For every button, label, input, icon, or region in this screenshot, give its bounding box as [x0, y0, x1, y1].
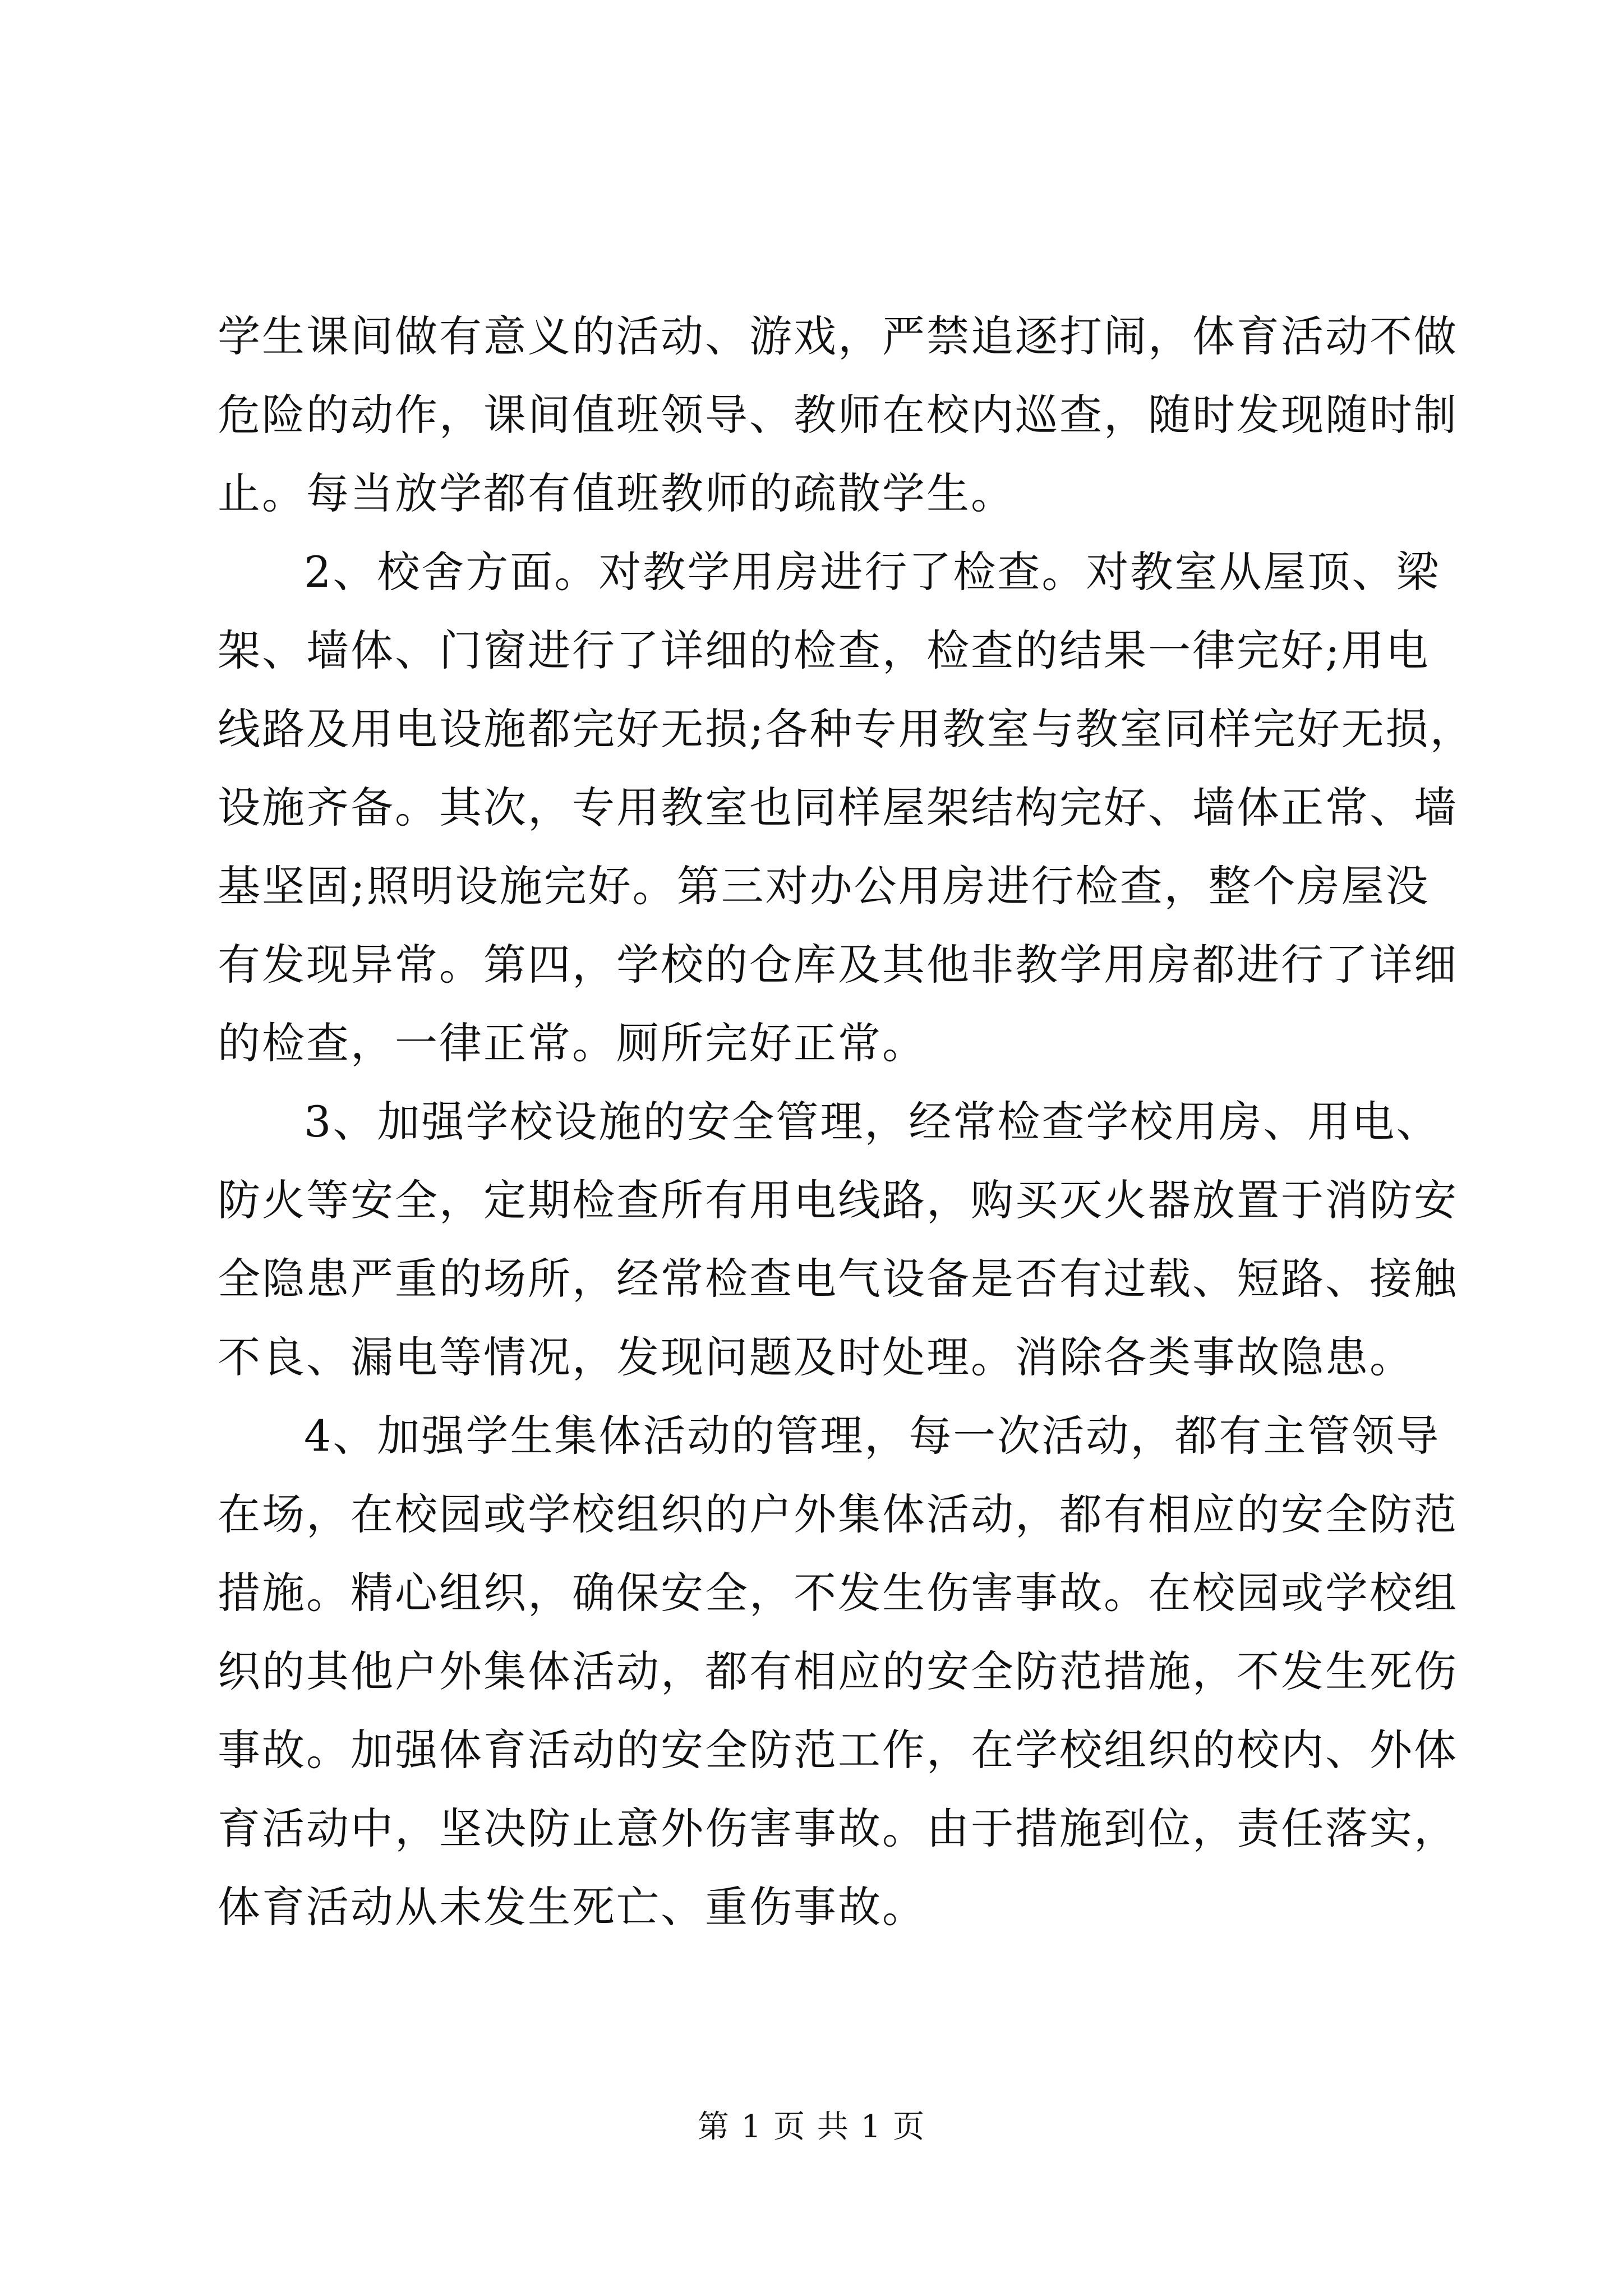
paragraph-3-line-1: 3、加强学校设施的安全管理，经常检查学校用房、用电、 — [304, 1097, 1441, 1147]
paragraph-4-line-2: 在场，在校园或学校组织的户外集体活动，都有相应的安全防范 — [218, 1489, 1458, 1539]
paragraph-3-line-2: 防火等安全，定期检查所有用电线路，购买灭火器放置于消防安 — [218, 1175, 1458, 1225]
paragraph-1-line-1: 学生课间做有意义的活动、游戏，严禁追逐打闹，体育活动不做 — [218, 311, 1458, 361]
paragraph-3-line-4: 不良、漏电等情况，发现问题及时处理。消除各类事故隐患。 — [218, 1332, 1414, 1382]
paragraph-4-line-3: 措施。精心组织，确保安全，不发生伤害事故。在校园或学校组 — [218, 1568, 1458, 1618]
paragraph-1-line-3: 止。每当放学都有值班教师的疏散学生。 — [218, 468, 1015, 518]
paragraph-3-line-3: 全隐患严重的场所，经常检查电气设备是否有过载、短路、接触 — [218, 1254, 1458, 1304]
paragraph-4-line-1: 4、加强学生集体活动的管理，每一次活动，都有主管领导 — [304, 1411, 1441, 1461]
paragraph-4-line-6: 育活动中，坚决防止意外伤害事故。由于措施到位，责任落实， — [218, 1803, 1458, 1853]
page-footer — [0, 2105, 1623, 2150]
paragraph-2-line-3: 线路及用电设施都完好无损;各种专用教室与教室同样完好无损， — [218, 704, 1474, 754]
paragraph-2-line-4: 设施齐备。其次，专用教室也同样屋架结构完好、墙体正常、墙 — [218, 783, 1458, 832]
paragraph-2-line-5: 基坚固;照明设施完好。第三对办公用房进行检查，整个房屋没 — [218, 861, 1430, 911]
paragraph-2-line-2: 架、墙体、门窗进行了详细的检查，检查的结果一律完好;用电 — [218, 625, 1430, 675]
paragraph-2-line-6: 有发现异常。第四，学校的仓库及其他非教学用房都进行了详细 — [218, 940, 1458, 990]
document-body — [218, 297, 1474, 1947]
paragraph-4-line-5: 事故。加强体育活动的安全防范工作，在学校组织的校内、外体 — [218, 1725, 1458, 1775]
paragraph-2-line-1: 2、校舍方面。对教学用房进行了检查。对教室从屋顶、梁 — [304, 547, 1441, 597]
page-number-info: 第 1 页 共 1 页 — [697, 2109, 926, 2145]
paragraph-4-line-7: 体育活动从未发生死亡、重伤事故。 — [218, 1882, 926, 1932]
paragraph-4-line-4: 织的其他户外集体活动，都有相应的安全防范措施，不发生死伤 — [218, 1646, 1458, 1696]
paragraph-2-line-7: 的检查，一律正常。厕所完好正常。 — [218, 1018, 926, 1068]
paragraph-1-line-2: 危险的动作，课间值班领导、教师在校内巡查，随时发现随时制 — [218, 390, 1458, 440]
